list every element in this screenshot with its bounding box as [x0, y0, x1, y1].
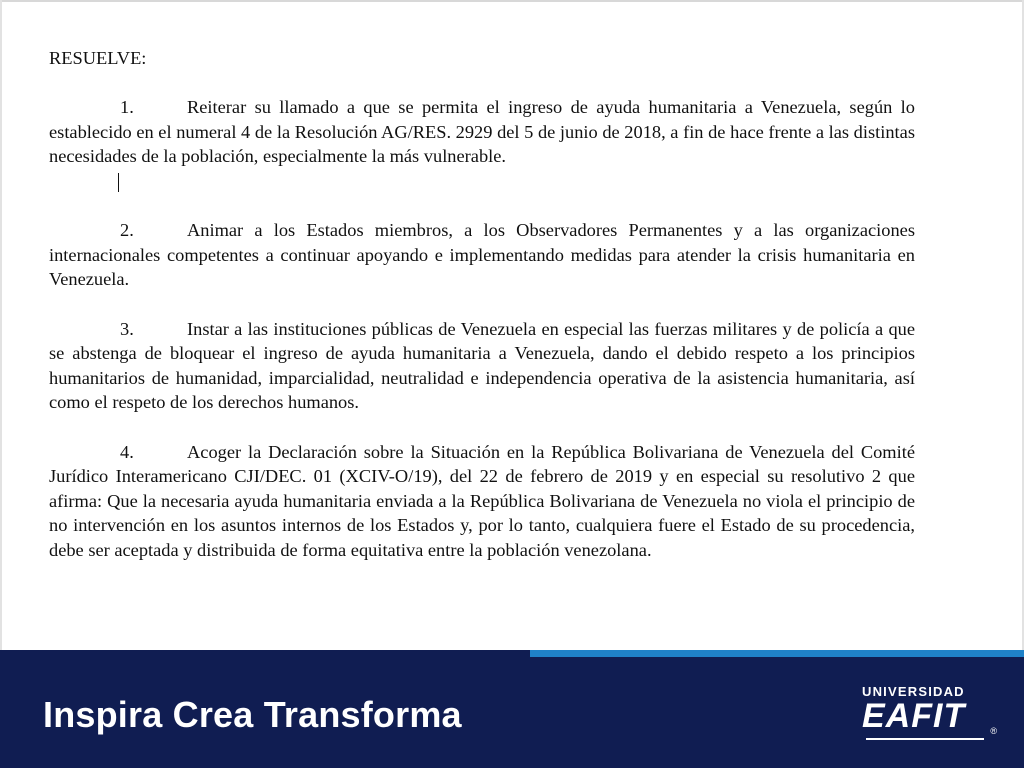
resolution-paragraph-4 [49, 440, 915, 563]
resolution-paragraph-2 [49, 218, 915, 292]
resolution-paragraph-1 [49, 95, 915, 169]
footer-accent-bar [530, 650, 1024, 657]
logo-underline [866, 738, 984, 740]
paragraph-number: 4. [120, 441, 134, 462]
document-body [49, 46, 915, 562]
paragraph-text: Reiterar su llamado a que se permita el ingreso de ayuda humanitaria a Venezuela, según lo establecido en el numeral 4 de la Resolución AG/RES. 2929 del 5 de junio de 2018, a fin de hace frente a las distintas necesidades de la población, especialmente la más vulnerable. [49, 97, 915, 167]
paragraph-text: Acoger la Declaración sobre la Situación en la República Bolivariana de Venezuela del Comité Jurídico Interamericano CJI/DEC. 01 (XCIV-O/19), del 22 de febrero de 2019 y en especial su resolutivo 2 que afirma: Que la necesaria ayuda humanitaria enviada a la República Bolivariana de Venezuela no viola el principio de no intervención en los asuntos internos de los Estados y, por lo tanto, cualquiera fuere el Estado de su procedencia, debe ser aceptada y distribuida de forma equitativa entre la población venezolana. [49, 441, 915, 560]
text-cursor[interactable] [118, 173, 119, 192]
document-heading: RESUELVE: [49, 48, 147, 68]
registered-mark: ® [990, 726, 997, 736]
paragraph-number: 1. [120, 97, 134, 118]
paragraph-number: 2. [120, 220, 134, 241]
slide-left-border [0, 0, 2, 650]
paragraph-text: Instar a las instituciones públicas de Venezuela en especial las fuerzas militares y de policía a que se abstenga de bloquear el ingreso de ayuda humanitaria a Venezuela, dando el debido respeto a los principios humanitarios de humanidad, imparcialidad, neutralidad e independencia operativa de la asistencia humanitaria, así como el respeto de los derechos humanos. [49, 318, 915, 413]
resolution-paragraph-3 [49, 317, 915, 415]
logo-universidad-text: UNIVERSIDAD [862, 684, 965, 699]
eafit-logo [862, 684, 997, 746]
text-cursor-line [49, 169, 915, 194]
blank-line [49, 194, 915, 219]
paragraph-text: Animar a los Estados miembros, a los Observadores Permanentes y a las organizaciones internacionales competentes a continuar apoyando e implementando medidas para atender la crisis humanitaria en Venezuela. [49, 220, 915, 290]
slide-top-border [0, 0, 1024, 2]
paragraph-number: 3. [120, 318, 134, 339]
logo-eafit-text: EAFIT [862, 697, 966, 735]
footer-slogan: Inspira Crea Transforma [43, 694, 462, 735]
